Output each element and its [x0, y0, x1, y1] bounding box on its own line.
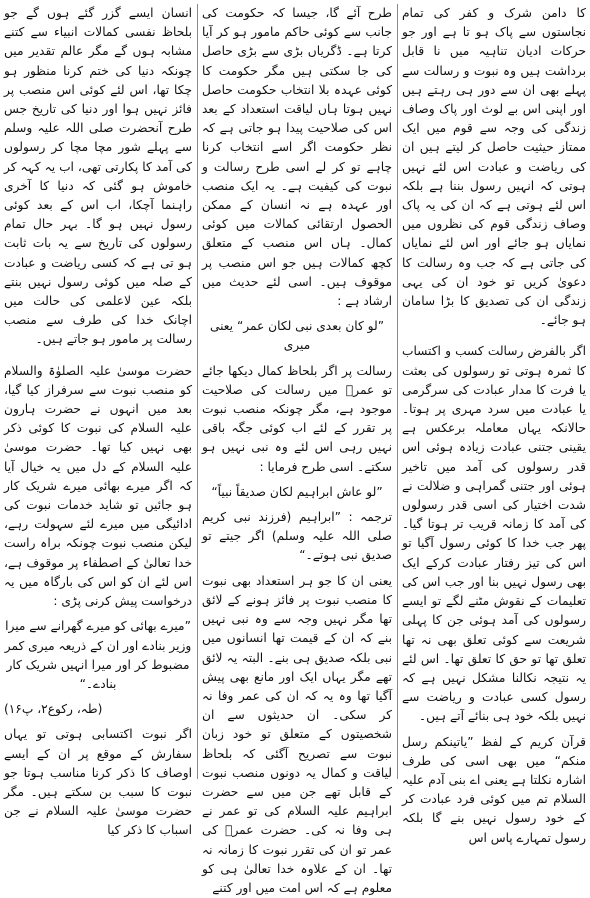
text-column-left	[4, 4, 192, 838]
hadith-quote: ”لو عاش ابراہیم لکان صدیقاً نبیاً“	[211, 484, 383, 499]
paragraph: کا دامن شرک و کفر کی تمام نجاستوں سے پاک ہو تا ہے اور جو حرکات ادیان تناہیہ میں نا قابل برداشت ہیں وہ نبوت و رسالت سے پہلے بھی ان سے دور ہی رہتے ہیں اور اپنی اس بے لوث اور پاک وصاف زندگی کی وجہ سے قوم میں ایک ممتاز حیثیت حاصل کر لیتے ہیں ان کی ریاضت و عبادت اس لئے نہیں ہوتی کہ انہیں رسول بننا ہے بلکہ اس لئے ہوتی ہے کہ ان کی یہ پاک وصاف زندگی قوم کی نظروں میں نمایاں ہو جائے اور اس لئے نمایاں کی جاتی ہے کہ جب وہ رسالت کا دعویٰ کریں تو خود ان کی یہی زندگی ان کی تصدیق کا بڑا سامان ہو جائے۔	[402, 6, 586, 328]
paragraph: حضرت موسیٰ علیہ الصلوٰۃ والسلام کو منصب نبوت سے سرفراز کیا گیا، بعد میں انہوں نے حضرت ہارون علیہ السلام کی نبوت کا کوئی ذکر بھی نہیں کیا تھا۔ حضرت موسیٰ علیہ السلام کے دل میں یہ خیال آیا کہ اگر میرے بھائی میرے شریک کار ہو جائیں تو شاید خدمات نبوت کی ادائیگی میں میرے لئے سہولت رہے، لیکن منصب نبوت چونکہ براہ راست خدا تعالیٰ کے اصطفاء پر موقوف ہے، اس لئے ان کو اس کی بارگاہ میں یہ درخواست پیش کرنی پڑی :	[4, 363, 192, 609]
column-divider	[397, 4, 398, 779]
paragraph: قرآن کریم کے لفظ ”یاتینکم رسل منکم“ میں بھی اسی کی طرف اشارہ نکلتا ہے یعنی اے بنی آدم علیہ السلام تم میں کوئی فرد عبادت کر کے خود رسول نہیں بنے گا بلکہ رسول تمہارے پاس اس	[402, 734, 586, 845]
translation: ترجمہ : ”ابراہیم (فرزند نبی کریم صلی اللہ علیہ وسلم) اگر جیتے تو صدیق نبی ہوتے۔“	[202, 510, 392, 563]
column-divider	[197, 4, 198, 779]
paragraph: انسان ایسے گزر گئے ہوں گے جو بلحاظ نفسی کمالات انبیاء سے کتنے مشابہ ہوں گے مگر عالم تقدیر میں چونکہ دنیا کی ختم کرنا منظور ہو چکا تھا، اس لئے کوئی اس منصب پر فائز نہیں ہوا اور دنیا کی تاریخ جس طرح آنحضرت صلی اللہ علیہ وسلم سے پہلے شور مچا مچا کر رسولوں کی آمد کا پکارتی تھی، اب یہ کہہ کر خاموش ہو گئی کہ دنیا کا آخری راہنما آچکا، اب اس کے بعد کوئی رسول نہیں ہو گا۔ بہر حال تمام رسولوں کی تاریخ سے یہ بات ثابت ہو تی ہے کہ کسی ریاضت و عبادت کے صلہ میں کوئی رسول نہیں بنتے بلکہ عین لاعلمی کی حالت میں اچانک خدا کی طرف سے منصب رسالت پر مامور ہو جاتے ہیں۔	[4, 6, 192, 347]
paragraph: طرح آئے گا، جیسا کہ حکومت کی جانب سے کوئی حاکم مامور ہو کر آیا کرتا ہے۔ ڈگریاں بڑی سے بڑی حاصل کی جا سکتی ہیں مگر حکومت کا کوئی عہدہ بلا انتخاب حکومت حاصل نہیں ہوتا ہاں لیاقت استعداد کے بعد اس کی صلاحیت پیدا ہو جاتی ہے کہ نظر حکومت اگر اسے انتخاب کرنا چاہے تو کر لے اسی طرح رسالت و نبوت کی کیفیت ہے۔ یہ ایک منصب اور عہدہ ہے نہ انسان کے ممکن الحصول ارتقائی کمالات میں کوئی کمال۔ ہاں اس منصب کے متعلق کچھ کمالات ہیں جو اس منصب پر موقوف ہیں۔ اسی لئے حدیث میں ارشاد ہے :	[202, 6, 392, 309]
paragraph: اگر بالفرض رسالت کسب و اکتساب کا ثمرہ ہوتی تو رسولوں کی بعثت یا فرت کا مدار عبادت کی سرگرمی یا عبادت میں سرد مہری پر ہوتا۔ حالانکہ یہاں معاملہ برعکس ہے یقینی جتنی عبادت زیادہ ہوئی اس قدر رسولوں کی آمد میں تاخیر ہوئی اور جتنی گمراہی و ضلالت نے شدت اختیار کی اسی قدر رسولوں کی آمد کا زمانہ قریب تر ہوتا گیا۔ پھر جب خدا کا کوئی رسول آگیا تو اس کی تیز رفتار عبادت کرکے ایک بھی رسول نہیں بنا اور جب اس کی تعلیمات کے نقوش مٹنے لگے تو ایسے رسولوں کی آمد ہوئی جن کا پہلی شریعت سے کوئی تعلق بھی نہ تھا تعلق تھا تو حق کا تعلق تھا۔ اس لئے یہ نتیجہ نکالنا مشکل نہیں ہے کہ رسول کسی عبادت و ریاضت سے نہیں بلکہ خود ہی بنائے آتے ہیں۔	[402, 344, 586, 724]
paragraph: یعنی ان کا جو ہر استعداد بھی نبوت کا منصب نبوت پر فائز ہونے کے لائق تھا مگر نہیں وجہ سے وہ نبی نہیں بنے کہ ان کے قیمت تھا انسانوں میں نبی بلکہ صدیق ہی بنے۔ البتہ یہ لائق تھے مگر یہاں ایک اور مانع بھی پیش آگیا تھا وہ یہ کہ ان کی عمر وفا نہ کر سکی۔ ان حدیثوں سے ان شخصیتوں کے متعلق تو خود زبان نبوت سے تصریح آگئی کہ بلحاظ لیاقت و کمال یہ دونوں منصب نبوت کے قابل تھے جن میں سے حضرت ابراہیم علیہ السلام کی تو عمر نے ہی وفا نہ کی۔ حضرت عمرؓ کی عمر تو ان کی تقرر نبوت کا زمانہ نہ تھا۔ ان کے علاوہ خدا تعالیٰ ہی کو معلوم ہے کہ اس امت میں اور کتنے	[202, 573, 392, 895]
hadith-quote: ”لو کان بعدی نبی لکان عمر“ یعنی میری	[209, 319, 385, 353]
paragraph: اگر نبوت اکتسابی ہوتی تو یہاں سفارش کے موقع پر ان کے ایسے اوصاف کا ذکر کرنا مناسب ہوتا جو نبوت کا سبب بن سکتے ہیں۔ مگر حضرت موسیٰ علیہ السلام نے جن اسباب کا ذکر کیا	[4, 727, 192, 838]
text-column-middle	[202, 4, 392, 895]
text-column-right	[402, 4, 586, 845]
paragraph: رسالت پر اگر بلحاظ کمال دیکھا جائے تو عمرؓ میں رسالت کی صلاحیت موجود ہے، مگر چونکہ منصب نبوت پر تقرر کے لئے اب کوئی جگہ باقی نہیں رہی اس لئے وہ نبی نہیں ہو سکتے۔ اسی طرح فرمایا :	[202, 363, 392, 474]
quran-quote: ”میرے بھائی کو میرے گھرانے سے میرا وزیر بنادے اور ان کے ذریعہ میری کمر مضبوط کر اور میرا انہیں شریک کار بنادے۔“	[4, 619, 192, 691]
quran-reference: (طہ، رکوع۲، پ۱۶)	[4, 702, 103, 717]
